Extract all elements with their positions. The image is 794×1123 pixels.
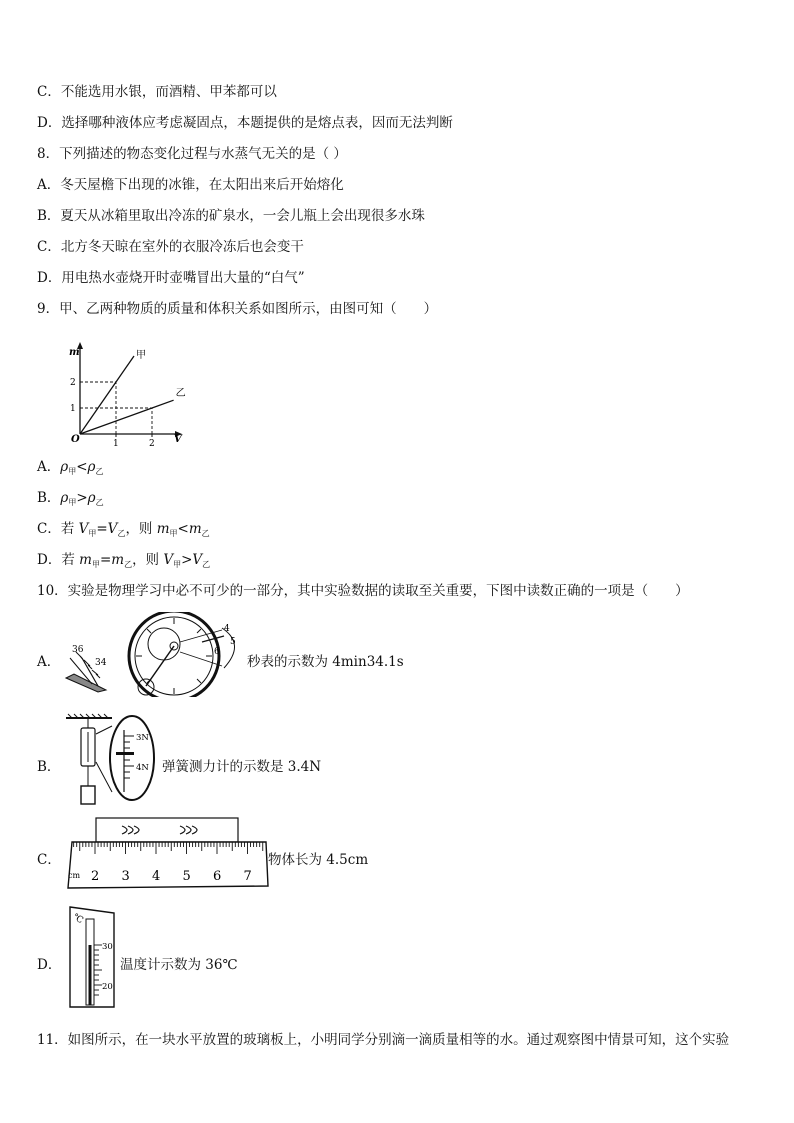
x-tick-label-1: 1 [113,439,119,446]
q10-stem: 10．实验是物理学习中必不可少的一部分，其中实验数据的读取至关重要，下图中读数正确的一项是（ ） [37,583,689,599]
stopwatch-dial [129,612,219,697]
ruler-unit: cm [68,871,81,880]
origin-label: O [71,434,80,445]
y-tick-label-1: 1 [70,404,76,414]
q9-option-b: B．$\rho_甲>\rho_乙$ [37,490,104,507]
q9-option-c: C．若 $V_甲=V_乙$，则 $m_甲<m_乙$ [37,521,210,538]
scale-pointer [116,752,134,755]
q7-option-d: D．选择哪种液体应考虑凝固点，本题提供的是熔点表，因而无法判断 [37,115,453,131]
ceiling-hatch [66,714,112,718]
thermometer-figure [64,905,120,1011]
q9-option-d: D．若 $m_甲=m_乙$，则 $V_甲>V_乙$ [37,552,211,569]
stopwatch-label-36: 36 [72,645,84,655]
scale-label-4n: 4N [136,763,149,773]
q10-option-b-letter: B． [37,759,61,775]
stopwatch-min-label-5: 5 [230,637,236,647]
chart-axes [77,342,182,437]
ruler-label-3: 3 [121,869,130,884]
series-line-1 [80,400,174,434]
q11-stem: 11．如图所示，在一块水平放置的玻璃板上，小明同学分别滴一滴质量相等的水。通过观察图中情景可知，这个实验 [37,1032,730,1048]
ruler-label-2: 2 [91,869,100,884]
scale-zoom-bubble [110,716,154,800]
q10-option-d-caption: 温度计示数为 36℃ [120,957,238,973]
q10-option-c-caption: 物体长为 4.5cm [268,852,369,868]
q8-stem: 8．下列描述的物态变化过程与水蒸气无关的是（ ） [37,146,347,162]
ruler-label-5: 5 [182,869,191,884]
ruler-label-7: 7 [243,869,252,884]
thermometer-unit: ℃ [71,912,85,927]
thermometer-label-30: 30 [102,942,113,952]
measured-object [96,818,238,842]
series-label-1: 乙 [175,388,186,400]
q10-option-c-letter: C． [37,852,61,868]
series-line-0 [80,356,134,434]
q8-option-a: A．冬天屋檐下出现的冰锥，在太阳出来后开始熔化 [37,177,344,193]
q9-option-a: A．$\rho_甲<\rho_乙$ [37,459,104,476]
stopwatch-zoom-detail [66,645,107,692]
q10-option-a-letter: A． [37,654,61,670]
thermometer-label-20: 20 [102,982,113,992]
y-axis-label: m [69,347,80,358]
x-tick-label-2: 2 [149,439,155,446]
q10-option-a-caption: 秒表的示数为 4min34.1s [247,654,404,670]
q9-stem: 9．甲、乙两种物质的质量和体积关系如图所示，由图可知（ ） [37,301,438,317]
scale-label-3n: 3N [136,733,149,743]
stopwatch-min-label-4: 4 [224,624,230,634]
q8-option-d: D．用电热水壶烧开时壶嘴冒出大量的“白气” [37,270,305,286]
q7-option-c: C．不能选用水银，而酒精、甲苯都可以 [37,84,277,100]
q8-option-b: B．夏天从冰箱里取出冷冻的矿泉水，一会儿瓶上会出现很多水珠 [37,208,425,224]
q10-option-b-caption: 弹簧测力计的示数是 3.4N [162,759,322,775]
series-label-0: 甲 [136,350,146,361]
spring-scale-figure [64,712,164,808]
stopwatch-min-label-6: 6 [214,647,220,657]
y-tick-label-2: 2 [70,378,76,388]
thermometer-liquid [89,945,92,1005]
stopwatch-label-34: 34 [95,658,107,668]
q10-option-d-letter: D． [37,957,62,973]
q8-option-c: C．北方冬天晾在室外的衣服冷冻后也会变干 [37,239,304,255]
mass-volume-chart [60,338,200,446]
x-axis-label: V [174,434,182,445]
hanging-weight [81,786,95,804]
ruler-figure [62,814,272,894]
ruler-label-4: 4 [152,869,161,884]
ruler-label-6: 6 [213,869,222,884]
stopwatch-figure [62,612,247,697]
